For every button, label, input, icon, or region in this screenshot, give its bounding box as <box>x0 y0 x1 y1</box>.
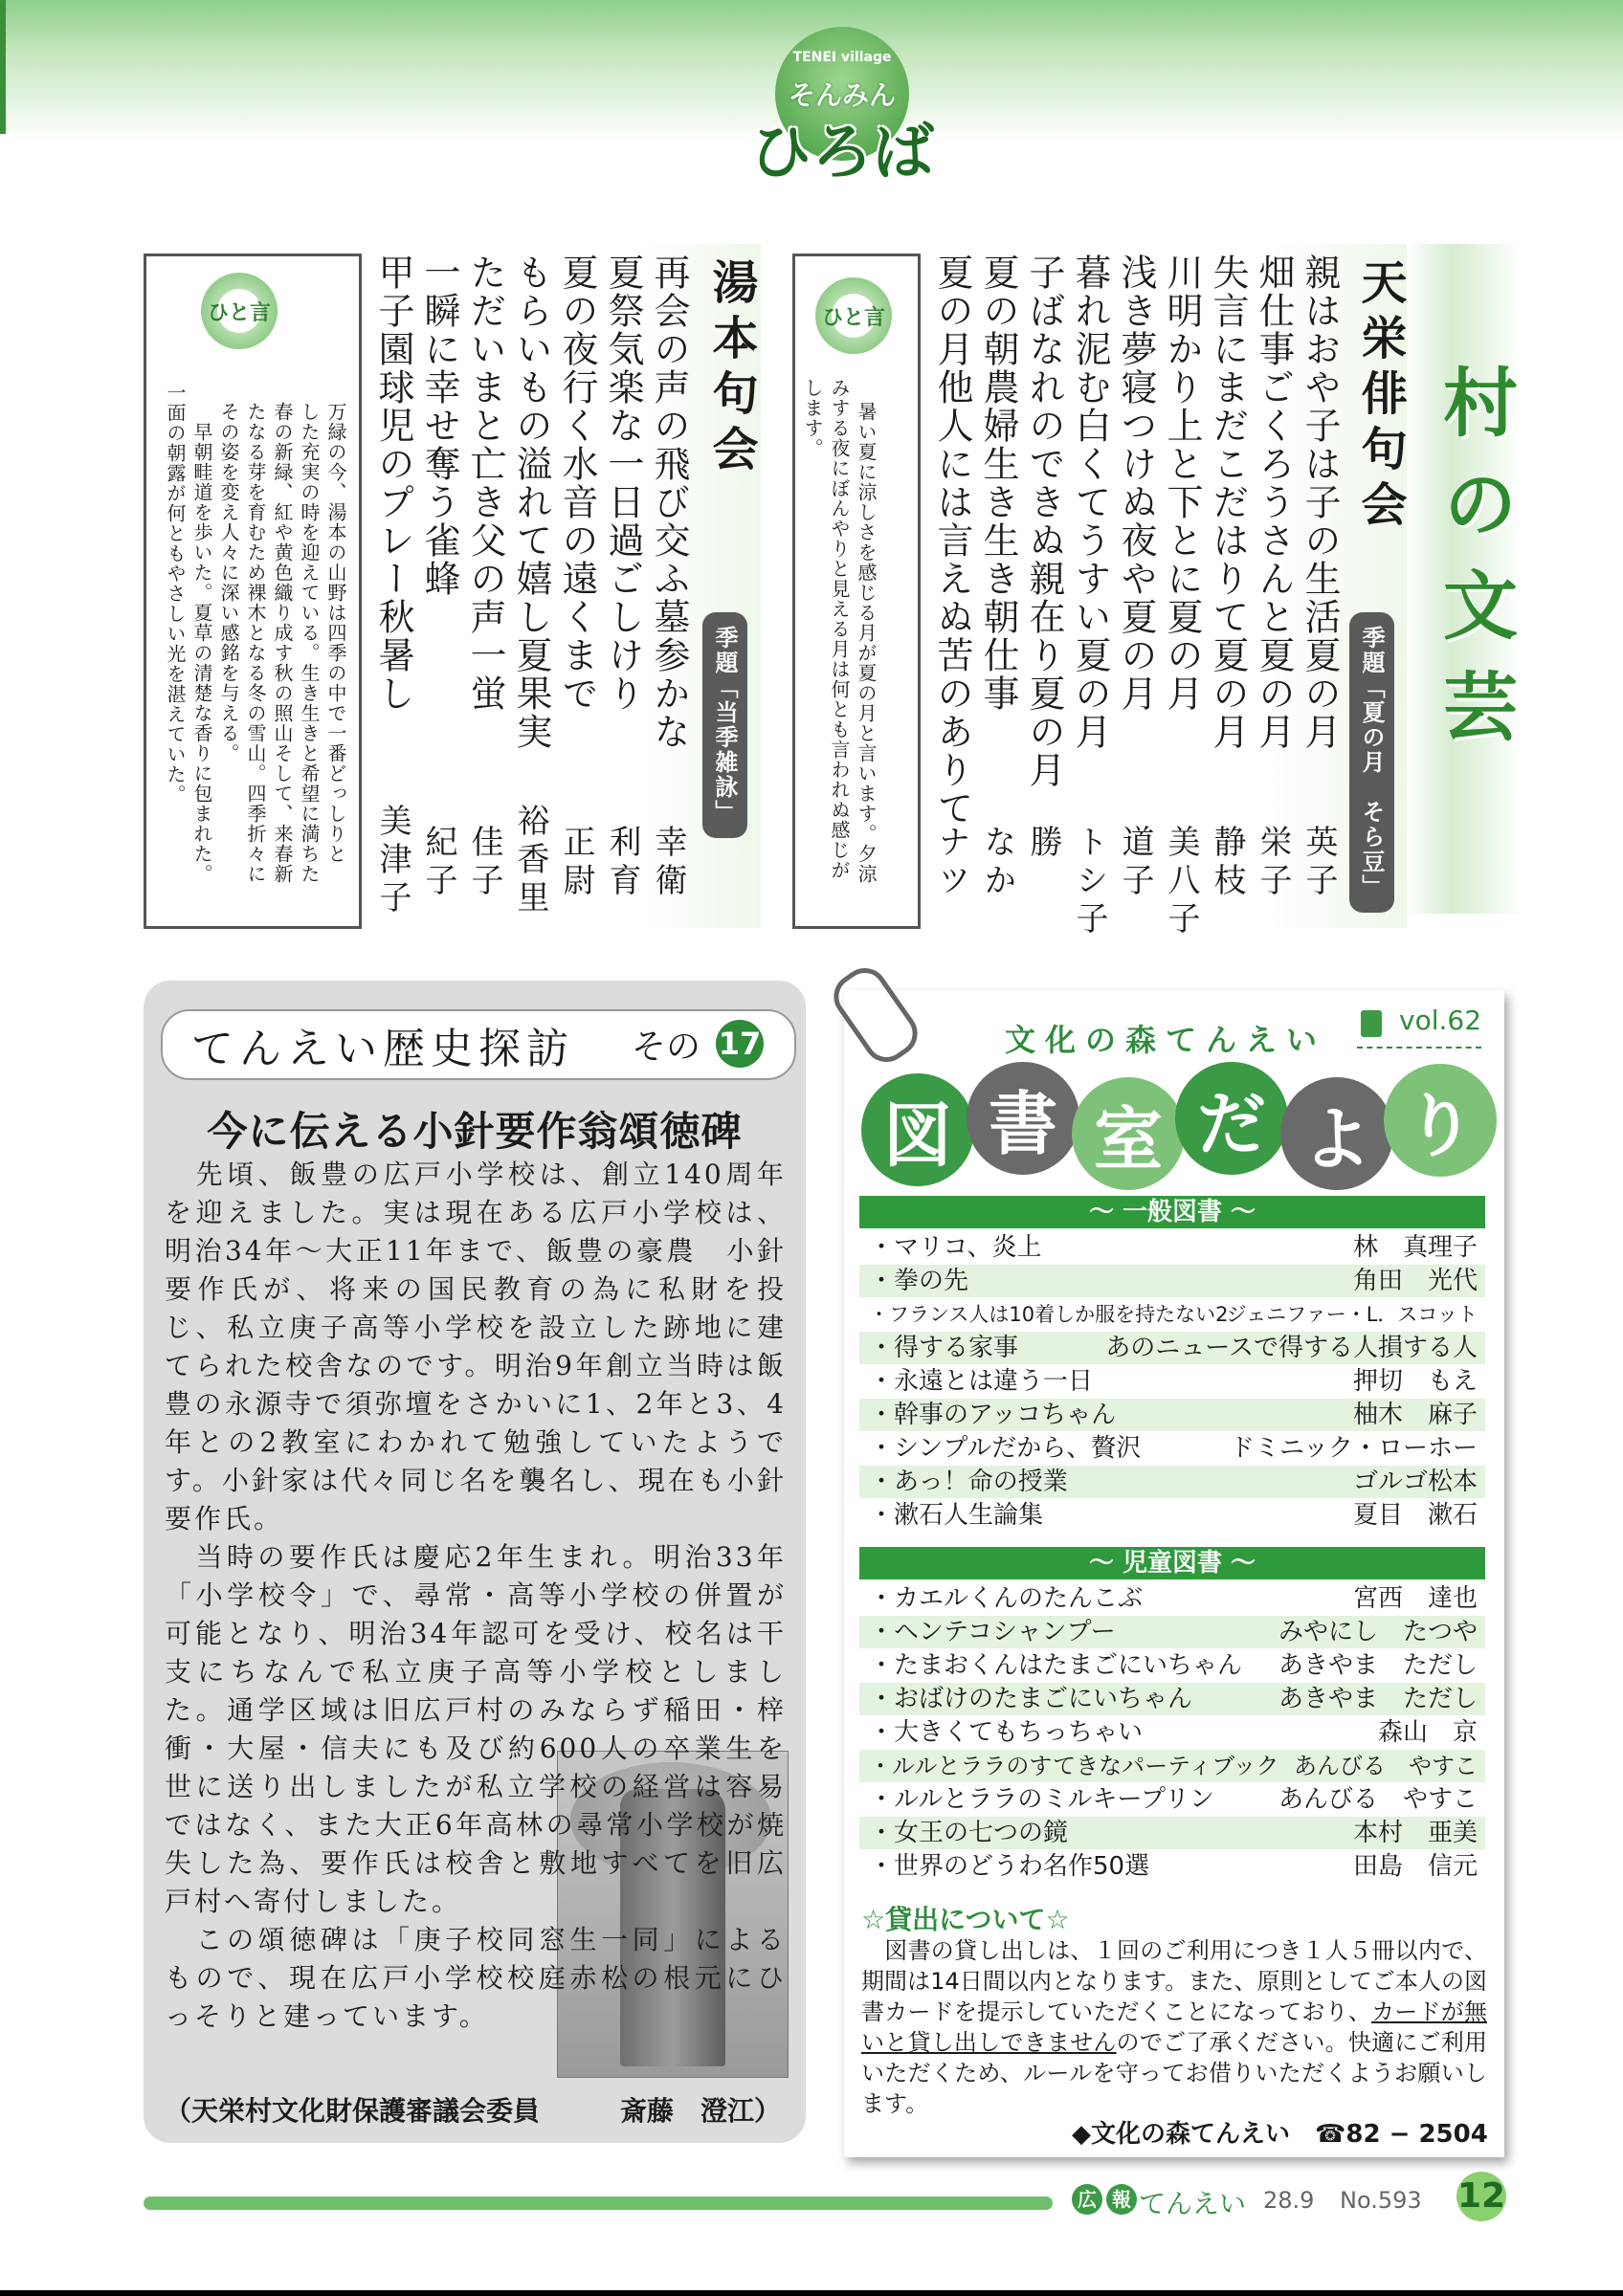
yumoto-poem-author: 幸衛 <box>649 825 687 901</box>
book-row: ・得する家事 あのニュースで得する人損する人 <box>859 1332 1485 1364</box>
lending-heading: ☆貸出について☆ <box>861 1904 1070 1935</box>
yumoto-poem: 甲子園球児のプレー秋暑し <box>372 254 414 713</box>
tenei-poem-author: ナツ <box>932 825 970 901</box>
tenei-poem: 夏の朝農婦生き生き朝仕事 <box>977 254 1019 713</box>
tenei-poem: 浅き夢寝つけぬ夜や夏の月 <box>1115 254 1157 713</box>
book-row: ・永遠とは違う一日 押切 もえ <box>869 1367 1478 1396</box>
section-title: 村の文芸 <box>1431 364 1518 769</box>
tenei-haiku-title: 天栄俳句会 <box>1353 258 1407 536</box>
yumoto-poem: 再会の声の飛び交ふ墓参かな <box>648 254 690 751</box>
yumoto-poem: もらいもの溢れて嬉し夏果実 <box>510 254 552 751</box>
tenei-poem: 子ばなれのできぬ親在り夏の月 <box>1023 254 1065 789</box>
vol-underline <box>1357 1047 1481 1049</box>
yumoto-hitokoto-line: その姿を変え人々に深い感銘を与える。 <box>217 402 240 763</box>
footer-date: 28.9 <box>1263 2187 1315 2214</box>
book-icon <box>1361 1010 1382 1037</box>
tenei-poem: 親はおや子は子の生活夏の月 <box>1299 254 1341 751</box>
tenei-hitokoto-line: します。 <box>801 378 824 458</box>
history-paragraph: この頌徳碑は「庚子校同窓生一同」によるもので、現在広戸小学校校庭赤松の根元にひっそりと建っています。 <box>165 1924 787 2032</box>
history-number-badge: 17 <box>716 1020 764 1068</box>
book-row: ・おばけのたまごにいちゃん あきやま ただし <box>859 1683 1485 1715</box>
yumoto-poem: 夏の夜行く水音の遠くまで <box>556 254 598 713</box>
yumoto-theme-badge: 季題「当季雑詠」 <box>702 612 747 838</box>
title-char: 図 <box>861 1073 974 1186</box>
tenei-poem-author: 栄子 <box>1254 825 1292 901</box>
yumoto-poem-author: 利育 <box>603 825 641 901</box>
book-row: ・ルルとララのすてきなパーティブック あんびる やすこ <box>859 1750 1485 1782</box>
tenei-poem: 夏の月他人には言えぬ苦のありて <box>931 254 973 828</box>
tenei-theme-badge: 季題「夏の月 そら豆」 <box>1349 612 1394 913</box>
book-row: ・ルルとララのミルキープリン あんびる やすこ <box>869 1785 1478 1814</box>
tenei-poem: 畑仕事ごくろうさんと夏の月 <box>1253 254 1295 751</box>
yumoto-hitokoto-line: した充実の時を迎えている。生き生きと希望に満ちた <box>298 402 321 884</box>
children-books-heading: 〜 児童図書 〜 <box>859 1547 1485 1579</box>
book-row: ・たまおくんはたまごにいちゃん あきやま ただし <box>869 1651 1478 1680</box>
book-row: ・幹事のアッコちゃん 柚木 麻子 <box>859 1399 1485 1431</box>
library-contact: ◆文化の森てんえい ☎82 − 2504 <box>1072 2120 1488 2149</box>
yumoto-hitokoto-line: 春の新緑、紅や黄色織り成す秋の照山そして、来春新 <box>271 402 294 884</box>
footer-bar <box>144 2197 1053 2210</box>
tenei-poem: 暮れ泥む白くてうすい夏の月 <box>1069 254 1111 751</box>
yumoto-hitokoto-line: たなる芽を育むため裸木となる冬の雪山。四季折々に <box>244 402 267 884</box>
yumoto-haiku-title: 湯本句会 <box>704 258 758 480</box>
general-books-heading: 〜 一般図書 〜 <box>859 1196 1485 1228</box>
tenei-hitokoto-line: 暑い夏に涼しさを感じる月が夏の月と言います。夕涼 <box>855 402 878 884</box>
yumoto-poem-author: 紀子 <box>419 825 457 901</box>
tenei-poem-author: 美八子 <box>1162 825 1200 939</box>
title-char: 書 <box>967 1062 1079 1175</box>
tenei-poem-author: なか <box>978 825 1016 901</box>
logo-sonmin-text: そんみん <box>788 79 896 111</box>
history-credit: （天栄村文化財保護審議会委員 斎藤 澄江） <box>165 2095 782 2127</box>
tenei-poem: 川明かり上と下とに夏の月 <box>1161 254 1203 713</box>
book-row: ・フランス人は10着しか服を持たない2 ジェニファー・L．スコット <box>869 1303 1478 1326</box>
history-paragraph: 当時の要作氏は慶応2年生まれ。明治33年「小学校令」で、尋常・高等小学校の併置が可能となり、明治34年認可を受け、校名は干支にちなんで私立庚子高等小学校としました。通学区域は旧広戸村のみならず稲田・梓衝・大屋・信夫にも及び約600人の卒業生を世に送り出しましたが私立学校の経営は容易ではなく、また大正6年高林の尋常小学校が焼失した為、要作氏は校舎と敷地すべてを旧広戸村へ寄付しました。 <box>165 1541 787 1917</box>
yumoto-poem: 一瞬に幸せ奪う雀蜂 <box>418 254 460 598</box>
title-char: 室 <box>1072 1077 1185 1190</box>
tenei-hitokoto-badge: ひと言 <box>815 277 892 354</box>
book-row: ・大きくてもちっちゃい 森山 京 <box>869 1718 1478 1747</box>
footer-hou-badge: 報 <box>1106 2184 1137 2215</box>
history-sono: その <box>632 1027 701 1067</box>
yumoto-poem-author: 裕香里 <box>511 804 549 918</box>
tenei-poem-author: 勝 <box>1024 825 1062 863</box>
title-char: だ <box>1175 1062 1288 1175</box>
tenei-poem-author: 英子 <box>1300 825 1338 901</box>
yumoto-poem-author: 佳子 <box>465 825 503 901</box>
yumoto-poem: ただいまと亡き父の声一蛍 <box>464 254 506 713</box>
book-row: ・シンプルだから、贅沢 ドミニック・ローホー <box>869 1434 1478 1463</box>
yumoto-poem-author: 美津子 <box>373 804 411 918</box>
book-row: ・カエルくんのたんこぶ 宮西 達也 <box>869 1584 1478 1613</box>
tenei-poem-author: 静枝 <box>1208 825 1246 901</box>
lending-text: 図書の貸し出しは、１回のご利用につき１人５冊以内で、期間は14日間以内となります。また、原則としてご本人の図書カードを提示していただくことになっており、カードが無いと貸し出しできませんのでご了承ください。快適にご利用いただくため、ルールを守ってお借りいただくようお願いします。 <box>861 1937 1488 2117</box>
yumoto-hitokoto-line: 一面の朝露が何ともやさしい光を湛えていた。 <box>164 383 187 805</box>
bottom-rule <box>0 2290 1623 2296</box>
book-row: ・マリコ、炎上 林 真理子 <box>869 1233 1478 1262</box>
yumoto-hitokoto-line: 早朝畦道を歩いた。夏草の清楚な香りに包まれた。 <box>190 402 213 884</box>
history-paragraph: 先頃、飯豊の広戸小学校は、創立140周年を迎えました。実は現在ある広戸小学校は、明治34年〜大正11年まで、飯豊の豪農 小針要作氏が、将来の国民教育の為に私財を投じ、私立庚子高等小学校を設立した跡地に建てられた校舎なのです。明治9年創立当時は飯豊の永源寺で須弥壇をさかいに1、2年と3、4年との2教室にわかれて勉強していたようです。小針家は代々同じ名を襲名し、現在も小針要作氏。 <box>165 1159 787 1534</box>
yumoto-hitokoto-badge: ひと言 <box>201 273 278 349</box>
tenei-poem-author: 道子 <box>1116 825 1154 901</box>
yumoto-poem-author: 正尉 <box>557 825 595 901</box>
yumoto-hitokoto-line: 万緑の今、湯本の山野は四季の中で一番どっしりと <box>324 402 347 864</box>
tenei-hitokoto-line: みする夜にぼんやりと見える月は何とも言われぬ感じが <box>828 378 851 880</box>
book-row: ・拳の先 角田 光代 <box>859 1265 1485 1297</box>
library-vol: vol.62 <box>1399 1004 1482 1036</box>
history-headline: 今に伝える小針要作翁頌徳碑 <box>207 1108 743 1155</box>
book-row: ・世界のどうわ名作50選 田島 信元 <box>869 1852 1478 1881</box>
book-row: ・漱石人生論集 夏目 漱石 <box>869 1501 1478 1530</box>
page-number: 12 <box>1456 2172 1506 2221</box>
history-series-title: てんえい歴史探訪 <box>191 1025 574 1073</box>
yumoto-poem: 夏祭気楽な一日過ごしけり <box>602 254 644 713</box>
logo-hiroba-text: ひろば <box>750 117 934 188</box>
title-char: り <box>1384 1064 1497 1177</box>
tenei-poem: 失言にまだこだはりて夏の月 <box>1207 254 1249 751</box>
library-subtitle: 文化の森てんえい <box>1005 1022 1327 1058</box>
book-row: ・あっ！命の授業 ゴルゴ松本 <box>859 1466 1485 1498</box>
footer-publication: てんえい <box>1139 2188 1247 2219</box>
book-row: ・女王の七つの鏡 本村 亜美 <box>859 1817 1485 1849</box>
logo-village-text: TENEI village <box>792 50 892 65</box>
footer-kou-badge: 広 <box>1072 2184 1102 2215</box>
history-body <box>165 1156 787 2036</box>
title-char: よ <box>1280 1077 1393 1190</box>
book-row: ・ヘンテコシャンプー みやにし たつや <box>859 1616 1485 1648</box>
tenei-poem-author: トシ子 <box>1070 825 1108 939</box>
footer-issue: No.593 <box>1340 2187 1422 2214</box>
